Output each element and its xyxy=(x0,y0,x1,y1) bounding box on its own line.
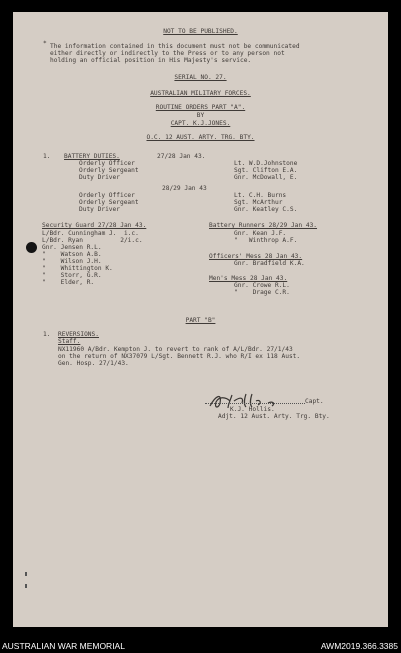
battery-runners-title: Battery Runners 28/29 Jan 43. xyxy=(209,222,318,229)
duty-role: Duty Driver xyxy=(79,206,120,213)
mens-mess-title: Men's Mess 28 Jan 43. xyxy=(209,275,288,282)
signature-title: Adjt. 12 Aust. Arty. Trg. Bty. xyxy=(218,413,330,420)
margin-mark xyxy=(25,572,27,576)
section2-body-line: NX11960 A/Bdr. Kempton J. to revert to rank of A/L/Bdr. 27/1/43 xyxy=(58,346,293,353)
header-not-to-be-published: NOT TO BE PUBLISHED. xyxy=(163,28,238,35)
security-guard-title: Security Guard 27/28 Jan 43. xyxy=(42,222,147,229)
section2-number: 1. xyxy=(43,331,51,338)
duty-role: Duty Driver xyxy=(79,174,120,181)
signature-rank: Capt. xyxy=(305,398,324,405)
security-guard-line: " Watson A.B. xyxy=(42,251,102,258)
footer-accession-number: AWM2019.366.3385 xyxy=(320,641,398,651)
section1-title: BATTERY DUTIES. xyxy=(64,153,120,160)
orders-by: BY xyxy=(196,112,205,119)
duty-name: Lt. C.H. Burns xyxy=(234,192,287,199)
force-title: AUSTRALIAN MILITARY FORCES. xyxy=(150,90,251,97)
duty-name: Gnr. McDowall, E. xyxy=(234,174,298,181)
section2-body-line: on the return of NX37079 L/Sgt. Bennett R.J. who R/I ex 118 Aust. xyxy=(58,353,301,360)
officers-mess-title: Officers' Mess 28 Jan 43. xyxy=(209,253,303,260)
security-guard-line: " Storr, G.R. xyxy=(42,272,102,279)
officer-name: CAPT. K.J.JONES. xyxy=(170,120,231,127)
notice-line-2: either directly or indirectly to the Press or to any person not xyxy=(50,50,285,57)
duty-role: Orderly Officer xyxy=(79,192,135,199)
section1-number: 1. xyxy=(43,153,51,160)
section2-subtitle: Staff. xyxy=(58,338,81,345)
document-page xyxy=(13,12,388,627)
duty-role: Orderly Sergeant xyxy=(79,167,139,174)
margin-mark xyxy=(25,584,27,588)
security-guard-line: " Wilson J.H. xyxy=(42,258,102,265)
footer-institution: AUSTRALIAN WAR MEMORIAL xyxy=(2,641,125,651)
binder-hole xyxy=(26,242,37,253)
part-b-title: PART "B" xyxy=(185,317,216,324)
security-guard-line: Gnr. Jensen R.L. xyxy=(42,244,102,251)
notice-line-3: holding an official position in His Majesty's service. xyxy=(50,57,252,64)
unit-name: O.C. 12 AUST. ARTY. TRG. BTY. xyxy=(146,134,255,141)
security-guard-line: " Elder, R. xyxy=(42,279,95,286)
security-guard-line: L/Bdr. Ryan 2/i.c. xyxy=(42,237,143,244)
duty-role: Orderly Sergeant xyxy=(79,199,139,206)
duty-name: Gnr. Keatley C.S. xyxy=(234,206,298,213)
duty-date-2: 28/29 Jan 43 xyxy=(162,185,207,192)
duty-role: Orderly Officer xyxy=(79,160,135,167)
officers-mess-line: Gnr. Bradfield K.A. xyxy=(234,260,305,267)
security-guard-line: L/Bdr. Cunningham J. i.c. xyxy=(42,230,139,237)
signature-name: K.J. Hollis. xyxy=(230,406,275,413)
battery-runners-line: " Winthrop A.F. xyxy=(234,237,298,244)
orders-title: ROUTINE ORDERS PART "A". xyxy=(155,104,246,111)
security-guard-line: " Whittington K. xyxy=(42,265,113,272)
serial-number: SERIAL NO. 27. xyxy=(174,74,227,81)
section2-title: REVERSIONS. xyxy=(58,331,99,338)
mens-mess-line: Gnr. Crowe R.L. xyxy=(234,282,290,289)
mens-mess-line: " Drage C.R. xyxy=(234,289,290,296)
battery-runners-line: Gnr. Kean J.F. xyxy=(234,230,287,237)
footer-bar xyxy=(0,640,401,653)
notice-bullet: * xyxy=(43,40,47,47)
notice-line-1: The information contained in this document must not be communicated xyxy=(50,43,300,50)
duty-date-1: 27/28 Jan 43. xyxy=(157,153,206,160)
duty-name: Lt. W.D.Johnstone xyxy=(234,160,298,167)
duty-name: Sgt. Clifton E.A. xyxy=(234,167,298,174)
section2-body-line: Gen. Hosp. 27/1/43. xyxy=(58,360,129,367)
duty-name: Sgt. McArthur xyxy=(234,199,283,206)
signature-line xyxy=(205,403,305,404)
